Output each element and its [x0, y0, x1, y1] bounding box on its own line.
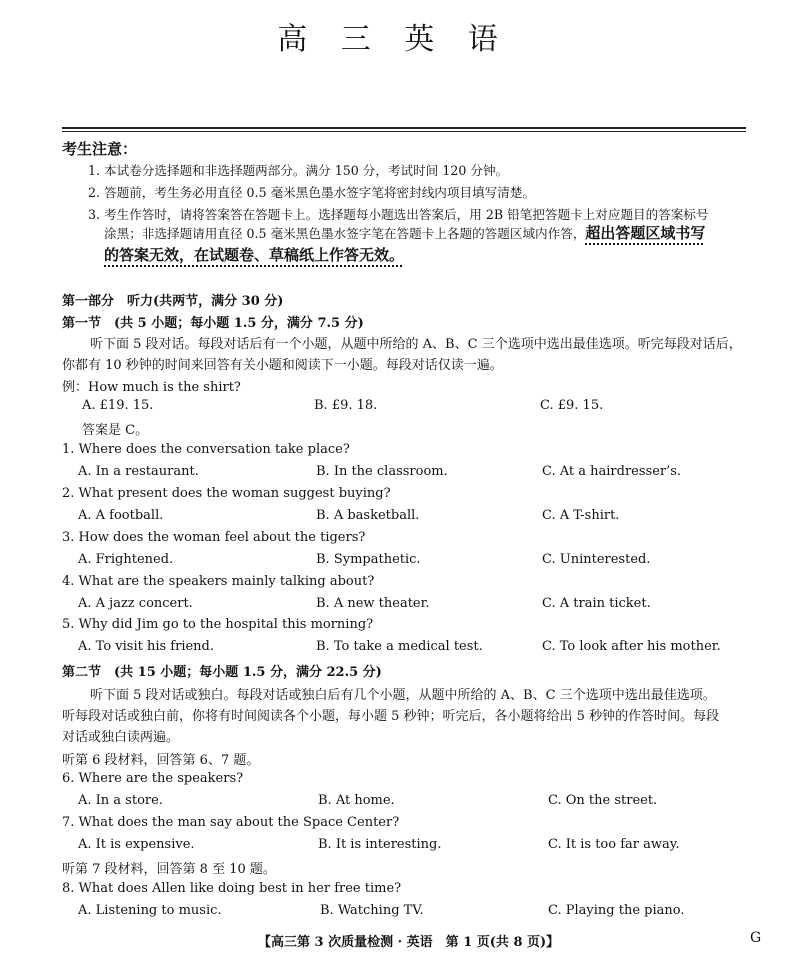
notice-item-1: 1. 本试卷分选择题和非选择题两部分。满分 150 分，考试时间 120 分钟。	[88, 163, 509, 178]
paper-version-code: G	[750, 930, 762, 946]
section2-instr-2: 听每段对话或独白前，你将有时间阅读各个小题，每小题 5 秒钟；听完后，各小题将给出 5 秒钟的作答时间。每段	[62, 709, 720, 724]
question-1-option-b: B. In the classroom.	[316, 464, 448, 479]
example-answer: 答案是 C。	[82, 423, 149, 438]
question-7-option-a: A. It is expensive.	[78, 837, 195, 852]
question-3-option-b: B. Sympathetic.	[316, 552, 421, 567]
section1-instr-1: 听下面 5 段对话。每段对话后有一个小题，从题中所给的 A、B、C 三个选项中选出最佳选项。听完每段对话后，	[90, 337, 742, 352]
section1-instr-2: 你都有 10 秒钟的时间来回答有关小题和阅读下一小题。每段对话仅读一遍。	[62, 358, 503, 373]
example-option-a: A. £19. 15.	[82, 398, 154, 413]
notice-item-2: 2. 答题前，考生务必用直径 0.5 毫米黑色墨水签字笔将密封线内项目填写清楚。	[88, 185, 536, 200]
notice-item-3-plain: 涂黑；非选择题请用直径 0.5 毫米黑色墨水签字笔在答题卡上各题的答题区域内作答，	[104, 226, 586, 241]
example-option-c: C. £9. 15.	[540, 398, 604, 413]
notice-item-3-emphasis: 超出答题区域书写	[585, 224, 706, 242]
notice-heading: 考生注意：	[62, 140, 138, 158]
section1-heading: 第一节 (共 5 小题；每小题 1.5 分，满分 7.5 分)	[62, 316, 364, 331]
question-4-option-c: C. A train ticket.	[542, 596, 651, 611]
material-6-note: 听第 6 段材料，回答第 6、7 题。	[62, 753, 260, 768]
question-1-option-a: A. In a restaurant.	[78, 464, 199, 479]
question-8-option-b: B. Watching TV.	[320, 903, 424, 918]
question-4-option-b: B. A new theater.	[316, 596, 430, 611]
notice-item-3-line3: 的答案无效，在试题卷、草稿纸上作答无效。	[104, 246, 405, 264]
page-footer: 【高三第 3 次质量检测 · 英语 第 1 页(共 8 页)】	[258, 935, 560, 950]
page-title: 高 三 英 语	[277, 22, 510, 57]
question-3-option-c: C. Uninterested.	[542, 552, 651, 567]
question-7: 7. What does the man say about the Space Center?	[62, 815, 400, 830]
section2-heading: 第二节 (共 15 小题；每小题 1.5 分，满分 22.5 分)	[62, 665, 382, 680]
question-8-option-a: A. Listening to music.	[78, 903, 222, 918]
question-6: 6. Where are the speakers?	[62, 771, 244, 786]
question-6-option-b: B. At home.	[318, 793, 395, 808]
part1-heading: 第一部分 听力(共两节，满分 30 分)	[62, 294, 284, 309]
question-4-option-a: A. A jazz concert.	[78, 596, 193, 611]
question-3: 3. How does the woman feel about the tigers?	[62, 530, 366, 545]
question-8-option-c: C. Playing the piano.	[548, 903, 685, 918]
question-2-option-b: B. A basketball.	[316, 508, 420, 523]
question-4: 4. What are the speakers mainly talking about?	[62, 574, 375, 589]
question-8: 8. What does Allen like doing best in her free time?	[62, 881, 402, 896]
question-6-option-a: A. In a store.	[78, 793, 163, 808]
question-5-option-b: B. To take a medical test.	[316, 639, 483, 654]
notice-item-3-line2	[104, 222, 705, 243]
section2-instr-3: 对话或独白读两遍。	[62, 730, 180, 745]
question-5-option-a: A. To visit his friend.	[78, 639, 214, 654]
question-7-option-b: B. It is interesting.	[318, 837, 442, 852]
question-6-option-c: C. On the street.	[548, 793, 658, 808]
question-1-option-c: C. At a hairdresser’s.	[542, 464, 682, 479]
material-7-note: 听第 7 段材料，回答第 8 至 10 题。	[62, 862, 276, 877]
question-2-option-a: A. A football.	[78, 508, 164, 523]
header-rule-thick	[62, 127, 746, 129]
notice-item-3: 3. 考生作答时，请将答案答在答题卡上。选择题每小题选出答案后，用 2B 铅笔把答题卡上对应题目的答案标号	[88, 207, 709, 222]
example-option-b: B. £9. 18.	[314, 398, 378, 413]
question-3-option-a: A. Frightened.	[78, 552, 174, 567]
question-2: 2. What present does the woman suggest buying?	[62, 486, 391, 501]
example-question: 例：How much is the shirt?	[62, 380, 241, 395]
section2-instr-1: 听下面 5 段对话或独白。每段对话或独白后有几个小题，从题中所给的 A、B、C 三个选项中选出最佳选项。	[90, 688, 716, 703]
header-rule-thin	[62, 131, 746, 132]
question-2-option-c: C. A T-shirt.	[542, 508, 620, 523]
question-7-option-c: C. It is too far away.	[548, 837, 680, 852]
question-5: 5. Why did Jim go to the hospital this morning?	[62, 617, 374, 632]
question-1: 1. Where does the conversation take place?	[62, 442, 350, 457]
question-5-option-c: C. To look after his mother.	[542, 639, 721, 654]
